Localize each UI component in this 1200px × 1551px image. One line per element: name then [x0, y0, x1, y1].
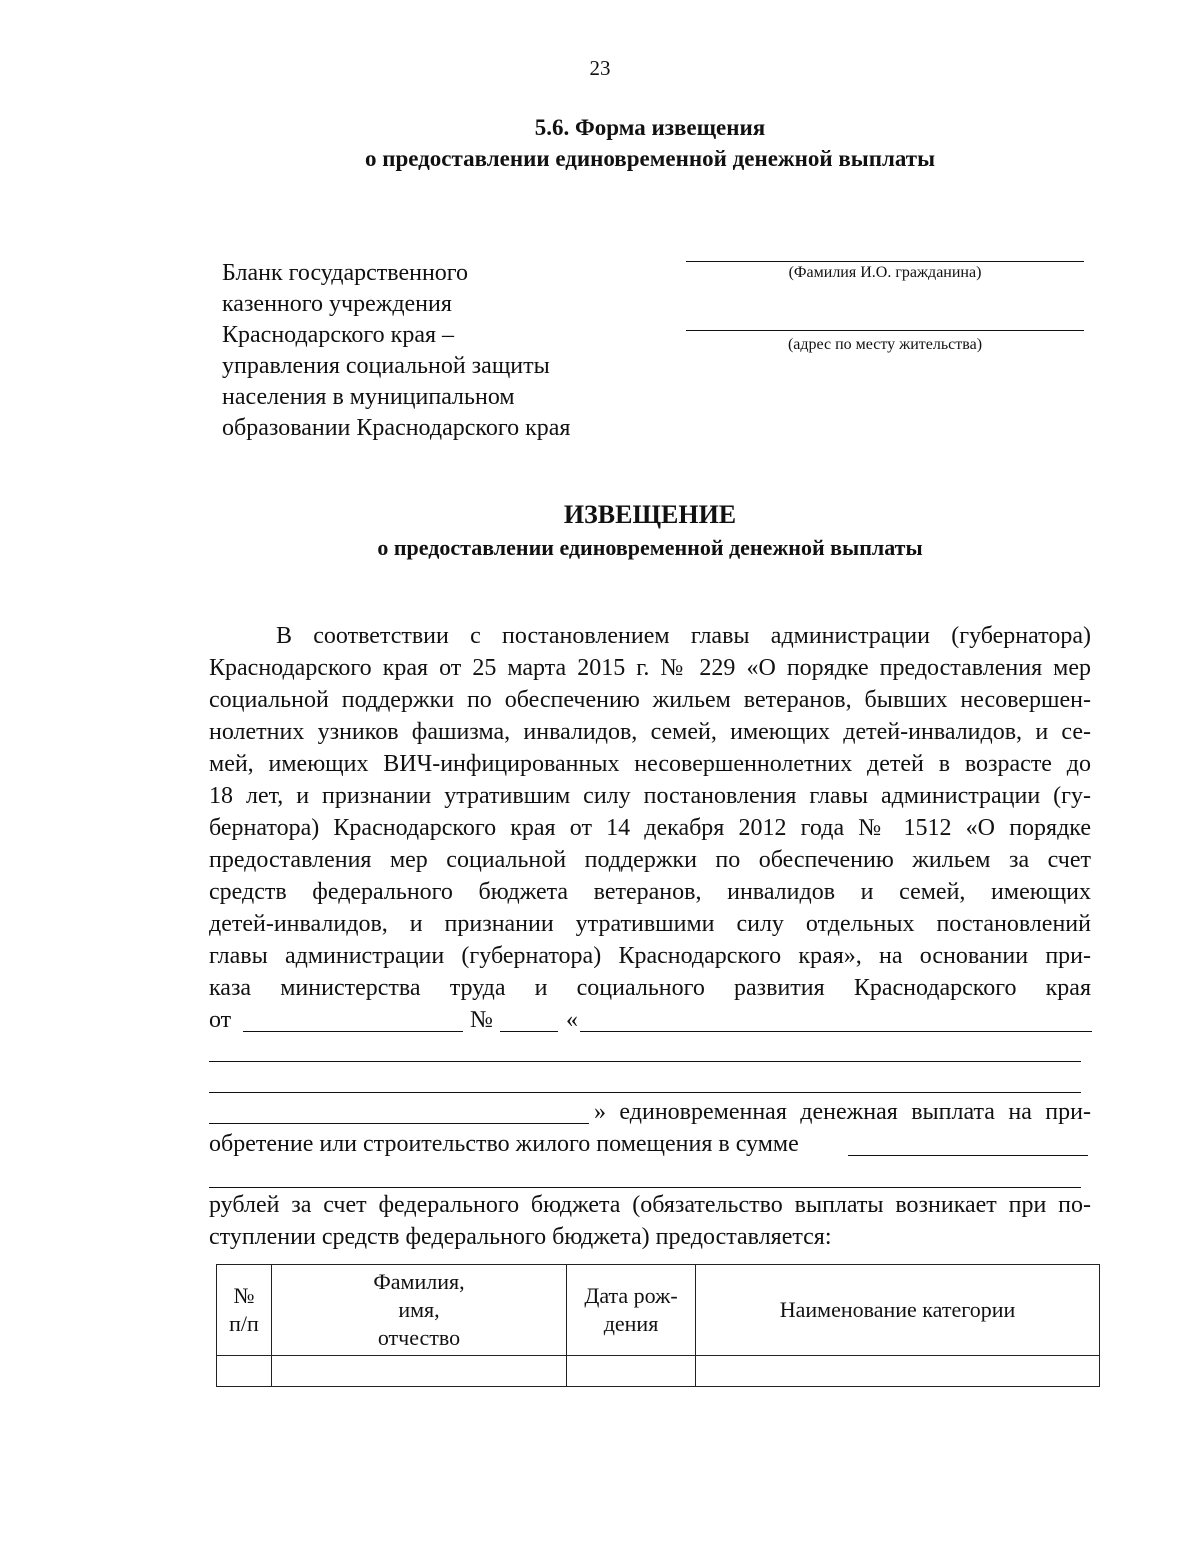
recipient-address-caption: (адрес по месту жительства) [787, 336, 983, 353]
header-dob [567, 1265, 696, 1356]
open-quote: « [566, 1007, 578, 1033]
order-title-end-field[interactable] [209, 1123, 589, 1124]
recipient-name-line[interactable] [686, 261, 1084, 262]
body-line: предоставления мер социальной поддержки по обеспечению жильем за счет [209, 847, 1091, 873]
letterhead-line: казенного учреждения [222, 291, 452, 317]
from-label: от [209, 1007, 232, 1033]
notice-subheading: о предоставлении единовременной денежной выплаты [377, 535, 923, 560]
order-number-field[interactable] [500, 1031, 558, 1032]
body-line: 18 лет, и признании утратившим силу постановления главы администрации (гу- [209, 783, 1091, 809]
letterhead-block [222, 258, 642, 444]
recipient-name-caption: (Фамилия И.О. гражданина) [788, 264, 982, 281]
number-sign: № [470, 1007, 493, 1033]
body-line: главы администрации (губернатора) Краснодарского края», на основании при- [209, 943, 1091, 969]
payment-line: » единовременная денежная выплата на при- [594, 1099, 1091, 1125]
body-line: мей, имеющих ВИЧ-инфицированных несовершеннолетних детей в возрасте до [209, 751, 1091, 777]
body-line: социальной поддержки по обеспечению жильем ветеранов, бывших несовершен- [209, 687, 1091, 713]
amount-field[interactable] [848, 1155, 1088, 1156]
header-category: Наименование категории [696, 1265, 1100, 1356]
header-dob-line: дения [603, 1311, 659, 1336]
table-header-row [217, 1265, 1100, 1356]
letterhead-line: управления социальной защиты [222, 353, 550, 379]
body-line: средств федерального бюджета ветеранов, инвалидов и семей, имеющих [209, 879, 1091, 905]
letterhead-line: Краснодарского края – [222, 322, 455, 348]
amount-words-field[interactable] [209, 1187, 1081, 1188]
order-title-continuation-line[interactable] [209, 1061, 1081, 1062]
page-number: 23 [589, 56, 611, 80]
header-name-line: имя, [398, 1297, 440, 1322]
table-cell[interactable] [567, 1356, 696, 1387]
body-line: Краснодарского края от 25 марта 2015 г. № 229 «О порядке предоставления мер [209, 655, 1091, 681]
tail-line: ступлении средств федерального бюджета) предоставляется: [209, 1224, 832, 1250]
body-line: нолетних узников фашизма, инвалидов, семей, имеющих детей-инвалидов, и се- [209, 719, 1091, 745]
body-line: бернатора) Краснодарского края от 14 декабря 2012 года № 1512 «О порядке [209, 815, 1091, 841]
header-num [217, 1265, 272, 1356]
body-line: каза министерства труда и социального развития Краснодарского края [209, 975, 1091, 1001]
order-title-continuation-line[interactable] [209, 1092, 1081, 1093]
table-cell[interactable] [272, 1356, 567, 1387]
order-date-field[interactable] [243, 1031, 463, 1032]
header-dob-line: Дата рож- [584, 1283, 678, 1308]
letterhead-line: Бланк государственного [222, 260, 469, 286]
recipient-address-line[interactable] [686, 330, 1084, 331]
letterhead-line: населения в муниципальном [222, 384, 515, 410]
header-name [272, 1265, 567, 1356]
body-line: детей-инвалидов, и признании утратившими силу отдельных постановлений [209, 911, 1091, 937]
order-title-field[interactable] [580, 1031, 1092, 1032]
section-title-line2: о предоставлении единовременной денежной выплаты [364, 146, 936, 171]
body-line: В соответствии с постановлением главы администрации (губернатора) [276, 623, 1091, 649]
recipients-table [216, 1264, 1100, 1387]
header-name-line: Фамилия, [373, 1269, 465, 1294]
letterhead-line: образовании Краснодарского края [222, 415, 571, 441]
header-num-line: № [233, 1283, 255, 1308]
section-title-line1: 5.6. Форма извещения [534, 115, 766, 140]
header-name-line: отчество [377, 1325, 461, 1350]
table-cell[interactable] [217, 1356, 272, 1387]
purchase-line: обретение или строительство жилого помещения в сумме [209, 1131, 799, 1157]
notice-heading: ИЗВЕЩЕНИЕ [563, 500, 737, 529]
table-row [217, 1356, 1100, 1387]
table-cell[interactable] [696, 1356, 1100, 1387]
tail-line: рублей за счет федерального бюджета (обязательство выплаты возникает при по- [209, 1192, 1091, 1218]
header-num-line: п/п [229, 1311, 259, 1336]
